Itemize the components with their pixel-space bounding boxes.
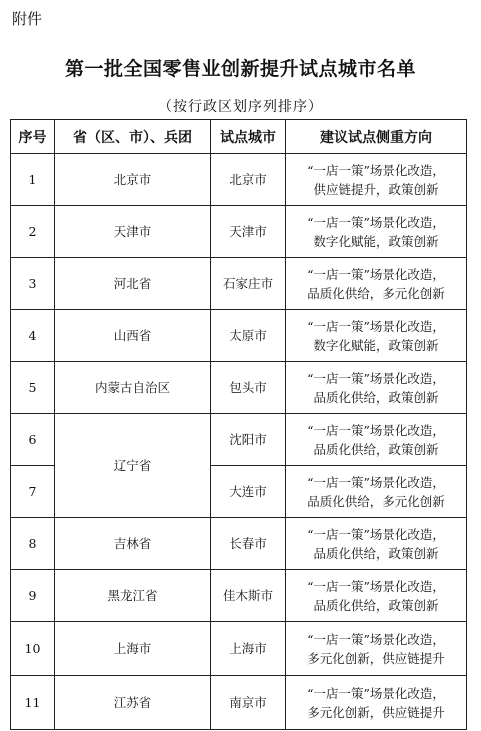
table-row: [11, 518, 467, 570]
cell-direction: [286, 362, 467, 414]
cell-province: 河北省: [55, 258, 211, 310]
cell-direction: [286, 676, 467, 730]
cell-province: 江苏省: [55, 676, 211, 730]
direction-line-1: “一店一策”场景化改造，: [307, 578, 445, 594]
cell-direction: [286, 258, 467, 310]
cell-province: 辽宁省: [55, 414, 211, 518]
cell-serial-number: 2: [11, 206, 55, 258]
cell-serial-number: 6: [11, 414, 55, 466]
cell-city: 北京市: [211, 154, 286, 206]
direction-line-2: 多元化创新，供应链提升: [307, 650, 445, 666]
table-row: [11, 414, 467, 466]
cell-city: 太原市: [211, 310, 286, 362]
cell-serial-number: 9: [11, 570, 55, 622]
cell-city: 石家庄市: [211, 258, 286, 310]
cell-serial-number: 4: [11, 310, 55, 362]
cell-direction: [286, 518, 467, 570]
cell-direction: [286, 570, 467, 622]
cell-serial-number: 10: [11, 622, 55, 676]
cell-direction: [286, 154, 467, 206]
direction-line-2: 品质化供给，多元化创新: [307, 493, 445, 509]
cell-serial-number: 7: [11, 466, 55, 518]
table-row: [11, 570, 467, 622]
direction-line-1: “一店一策”场景化改造，: [307, 370, 445, 386]
direction-line-2: 品质化供给，政策创新: [313, 597, 439, 613]
cell-direction: [286, 310, 467, 362]
header-serial-number: 序号: [11, 120, 55, 154]
cell-direction: [286, 206, 467, 258]
direction-line-1: “一店一策”场景化改造，: [307, 266, 445, 282]
direction-line-2: 供应链提升，政策创新: [313, 181, 439, 197]
cell-city: 沈阳市: [211, 414, 286, 466]
direction-line-2: 品质化供给，多元化创新: [307, 285, 445, 301]
direction-line-2: 品质化供给，政策创新: [313, 441, 439, 457]
cell-direction: [286, 414, 467, 466]
direction-line-2: 数字化赋能，政策创新: [313, 233, 439, 249]
table-row: [11, 676, 467, 730]
cell-city: 佳木斯市: [211, 570, 286, 622]
table-row: [11, 310, 467, 362]
cell-city: 天津市: [211, 206, 286, 258]
cell-serial-number: 5: [11, 362, 55, 414]
direction-line-1: “一店一策”场景化改造，: [307, 422, 445, 438]
cell-province: 内蒙古自治区: [55, 362, 211, 414]
direction-line-1: “一店一策”场景化改造，: [307, 318, 445, 334]
table-row: [11, 258, 467, 310]
cell-direction: [286, 466, 467, 518]
cell-province: 上海市: [55, 622, 211, 676]
cell-city: 长春市: [211, 518, 286, 570]
cell-province: 北京市: [55, 154, 211, 206]
document-subtitle: （按行政区划序列排序）: [158, 99, 323, 115]
cell-province: 天津市: [55, 206, 211, 258]
direction-line-2: 多元化创新，供应链提升: [307, 704, 445, 720]
direction-line-2: 品质化供给，政策创新: [313, 545, 439, 561]
cell-city: 南京市: [211, 676, 286, 730]
header-pilot-city: 试点城市: [211, 120, 286, 154]
header-pilot-direction: 建议试点侧重方向: [286, 120, 467, 154]
direction-line-1: “一店一策”场景化改造，: [307, 685, 445, 701]
direction-line-1: “一店一策”场景化改造，: [307, 631, 445, 647]
table-row: [11, 622, 467, 676]
cell-city: 包头市: [211, 362, 286, 414]
cell-province: 山西省: [55, 310, 211, 362]
header-province: 省（区、市）、兵团: [55, 120, 211, 154]
cell-province: 吉林省: [55, 518, 211, 570]
table-row: [11, 154, 467, 206]
cell-city: 上海市: [211, 622, 286, 676]
direction-line-1: “一店一策”场景化改造，: [307, 474, 445, 490]
direction-line-1: “一店一策”场景化改造，: [307, 162, 445, 178]
direction-line-1: “一店一策”场景化改造，: [307, 214, 445, 230]
direction-line-2: 数字化赋能，政策创新: [313, 337, 439, 353]
cell-serial-number: 3: [11, 258, 55, 310]
cell-province: 黑龙江省: [55, 570, 211, 622]
table-row: [11, 362, 467, 414]
table-row: [11, 206, 467, 258]
cell-direction: [286, 622, 467, 676]
pilot-city-table: [10, 119, 467, 730]
cell-city: 大连市: [211, 466, 286, 518]
direction-line-1: “一店一策”场景化改造，: [307, 526, 445, 542]
attachment-label: 附件: [12, 10, 43, 28]
cell-serial-number: 8: [11, 518, 55, 570]
direction-line-2: 品质化供给，政策创新: [313, 389, 439, 405]
document-title: 第一批全国零售业创新提升试点城市名单: [64, 58, 416, 80]
cell-serial-number: 1: [11, 154, 55, 206]
table-header-row: [11, 120, 467, 154]
cell-serial-number: 11: [11, 676, 55, 730]
